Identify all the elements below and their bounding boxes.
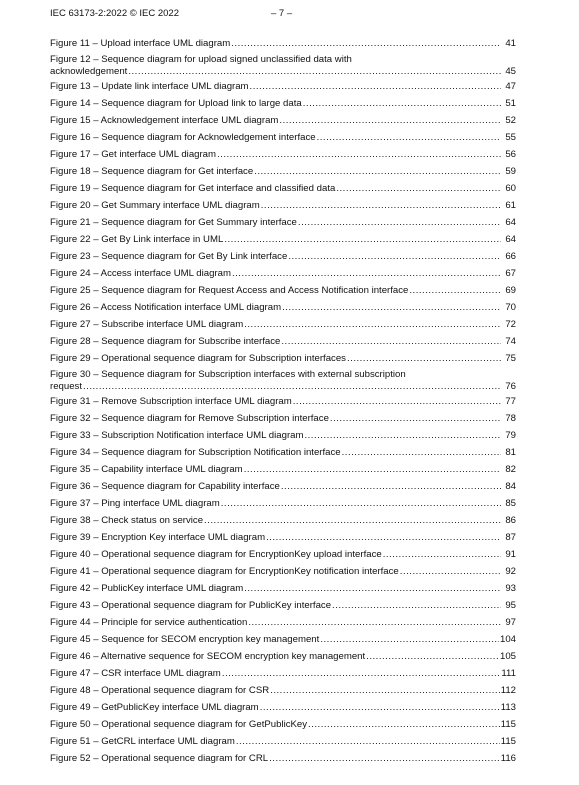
toc-entry[interactable]	[50, 461, 516, 478]
dot-leader	[269, 753, 500, 765]
toc-entry-page: 52	[505, 115, 516, 126]
toc-entry[interactable]	[50, 597, 516, 614]
toc-entry-page: 82	[505, 464, 516, 475]
toc-entry-title: Figure 22 – Get By Link interface in UML	[50, 234, 224, 245]
toc-entry[interactable]	[50, 750, 516, 767]
dot-leader	[260, 702, 500, 714]
toc-entry-title: Figure 44 – Principle for service authentication	[50, 617, 248, 628]
toc-entry-title: Figure 47 – CSR interface UML diagram	[50, 668, 221, 679]
dot-leader	[204, 515, 501, 527]
toc-entry-page: 115	[500, 736, 516, 747]
toc-entry-page: 70	[505, 302, 516, 313]
toc-entry[interactable]	[50, 529, 516, 546]
toc-entry[interactable]	[50, 367, 516, 393]
toc-entry-page: 47	[505, 81, 516, 92]
dot-leader	[282, 302, 501, 314]
page-header	[50, 8, 293, 19]
dot-leader	[231, 38, 501, 50]
toc-entry[interactable]	[50, 129, 516, 146]
toc-entry-page: 112	[500, 685, 516, 696]
dot-leader	[383, 549, 501, 561]
toc-entry-page: 77	[505, 396, 516, 407]
toc-entry-page: 75	[505, 353, 516, 364]
toc-entry-page: 78	[505, 413, 516, 424]
toc-entry-title: Figure 18 – Sequence diagram for Get interface	[50, 166, 254, 177]
toc-entry[interactable]	[50, 197, 516, 214]
toc-entry-page: 55	[505, 132, 516, 143]
toc-entry-title-continued: request	[50, 381, 82, 392]
toc-entry[interactable]	[50, 648, 516, 665]
dot-leader	[279, 115, 501, 127]
toc-entry-page: 59	[505, 166, 516, 177]
toc-entry-page: 86	[505, 515, 516, 526]
toc-entry-title: Figure 39 – Encryption Key interface UML diagram	[50, 532, 266, 543]
toc-entry-title: Figure 12 – Sequence diagram for upload signed unclassified data with	[50, 54, 352, 65]
toc-entry-title: Figure 45 – Sequence for SECOM encryption key management	[50, 634, 320, 645]
dot-leader	[83, 381, 501, 393]
dot-leader	[330, 413, 501, 425]
toc-entry[interactable]	[50, 478, 516, 495]
dot-leader	[224, 234, 501, 246]
toc-entry-title: Figure 24 – Access interface UML diagram	[50, 268, 231, 279]
dot-leader	[347, 353, 501, 365]
toc-entry[interactable]	[50, 231, 516, 248]
toc-entry-page: 79	[505, 430, 516, 441]
dot-leader	[250, 81, 501, 93]
toc-entry-page: 105	[499, 651, 516, 662]
toc-entry-page: 69	[505, 285, 516, 296]
toc-entry-page: 85	[505, 498, 516, 509]
toc-entry-title: Figure 13 – Update link interface UML diagram	[50, 81, 249, 92]
toc-entry-title-continued: acknowledgement	[50, 66, 128, 77]
toc-entry-title: Figure 35 – Capability interface UML diagram	[50, 464, 243, 475]
toc-entry-page: 74	[505, 336, 516, 347]
toc-entry-title: Figure 26 – Access Notification interface UML diagram	[50, 302, 282, 313]
toc-entry-title: Figure 38 – Check status on service	[50, 515, 204, 526]
toc-entry[interactable]	[50, 631, 516, 648]
dot-leader	[244, 464, 501, 476]
toc-entry[interactable]	[50, 180, 516, 197]
dot-leader	[303, 98, 501, 110]
toc-entry-title: Figure 51 – GetCRL interface UML diagram	[50, 736, 235, 747]
toc-entry-page: 51	[505, 98, 516, 109]
toc-entry[interactable]	[50, 393, 516, 410]
toc-entry-title: Figure 29 – Operational sequence diagram for Subscription interfaces	[50, 353, 346, 364]
toc-entry-page: 60	[505, 183, 516, 194]
toc-entry-page: 113	[500, 702, 516, 713]
dot-leader	[336, 183, 501, 195]
toc-entry-title: Figure 36 – Sequence diagram for Capability interface	[50, 481, 280, 492]
toc-entry-title: Figure 31 – Remove Subscription interface UML diagram	[50, 396, 292, 407]
toc-entry-page: 67	[505, 268, 516, 279]
toc-entry-title: Figure 48 – Operational sequence diagram for CSR	[50, 685, 270, 696]
toc-entry[interactable]	[50, 282, 516, 299]
toc-entry-title: Figure 20 – Get Summary interface UML diagram	[50, 200, 260, 211]
toc-entry[interactable]	[50, 163, 516, 180]
toc-entry-page: 97	[505, 617, 516, 628]
dot-leader	[217, 149, 501, 161]
toc-entry-title: Figure 15 – Acknowledgement interface UML diagram	[50, 115, 279, 126]
toc-entry[interactable]	[50, 580, 516, 597]
toc-entry[interactable]	[50, 350, 516, 367]
toc-entry[interactable]	[50, 546, 516, 563]
toc-entry-title: Figure 37 – Ping interface UML diagram	[50, 498, 220, 509]
toc-entry[interactable]	[50, 512, 516, 529]
toc-entry-title: Figure 11 – Upload interface UML diagram	[50, 38, 231, 49]
toc-entry-title: Figure 32 – Sequence diagram for Remove Subscription interface	[50, 413, 329, 424]
dot-leader	[244, 319, 501, 331]
toc-entry-title: Figure 49 – GetPublicKey interface UML diagram	[50, 702, 259, 713]
toc-entry-page: 81	[505, 447, 516, 458]
toc-entry-page: 61	[505, 200, 516, 211]
toc-entry-title: Figure 42 – PublicKey interface UML diagram	[50, 583, 244, 594]
dot-leader	[366, 651, 499, 663]
toc-entry[interactable]	[50, 733, 516, 750]
toc-entry-page: 104	[499, 634, 516, 645]
toc-entry-page: 64	[505, 217, 516, 228]
toc-entry-page: 66	[505, 251, 516, 262]
dot-leader	[270, 685, 500, 697]
toc-entry-page: 41	[505, 38, 516, 49]
toc-entry-page: 93	[505, 583, 516, 594]
dot-leader	[409, 285, 501, 297]
toc-entry-page: 92	[505, 566, 516, 577]
toc-entry-page: 76	[505, 381, 516, 392]
toc-entry[interactable]	[50, 316, 516, 333]
toc-entry[interactable]	[50, 78, 516, 95]
toc-entry-title: Figure 27 – Subscribe interface UML diagram	[50, 319, 244, 330]
dot-leader	[400, 566, 501, 578]
toc-entry[interactable]	[50, 699, 516, 716]
toc-entry-title: Figure 17 – Get interface UML diagram	[50, 149, 217, 160]
dot-leader	[261, 200, 501, 212]
dot-leader	[254, 166, 501, 178]
toc-entry[interactable]	[50, 95, 516, 112]
dot-leader	[232, 268, 501, 280]
toc-entry-title: Figure 43 – Operational sequence diagram for PublicKey interface	[50, 600, 332, 611]
toc-entry-page: 72	[505, 319, 516, 330]
standard-reference: IEC 63173-2:2022 © IEC 2022	[50, 8, 180, 19]
toc-entry[interactable]	[50, 299, 516, 316]
page-number-label: – 7 –	[271, 8, 293, 19]
toc-entry-title: Figure 34 – Sequence diagram for Subscription Notification interface	[50, 447, 341, 458]
toc-entry-title: Figure 30 – Sequence diagram for Subscription interfaces with external subscription	[50, 369, 406, 380]
toc-entry-title: Figure 52 – Operational sequence diagram for CRL	[50, 753, 269, 764]
toc-entry[interactable]	[50, 495, 516, 512]
toc-entry[interactable]	[50, 410, 516, 427]
toc-entry-title: Figure 28 – Sequence diagram for Subscribe interface	[50, 336, 281, 347]
toc-entry[interactable]	[50, 682, 516, 699]
toc-entry[interactable]	[50, 444, 516, 461]
toc-entry-title: Figure 41 – Operational sequence diagram for EncryptionKey notification interface	[50, 566, 399, 577]
toc-entry-page: 45	[505, 66, 516, 77]
toc-entry[interactable]	[50, 265, 516, 282]
dot-leader	[332, 600, 501, 612]
dot-leader	[222, 668, 501, 680]
dot-leader	[244, 583, 501, 595]
dot-leader	[281, 336, 501, 348]
list-of-figures	[50, 35, 516, 767]
toc-entry-page: 91	[505, 549, 516, 560]
toc-entry[interactable]	[50, 563, 516, 580]
toc-entry-page: 115	[500, 719, 516, 730]
toc-entry-title: Figure 40 – Operational sequence diagram for EncryptionKey upload interface	[50, 549, 382, 560]
toc-entry-title: Figure 33 – Subscription Notification interface UML diagram	[50, 430, 304, 441]
toc-entry-page: 87	[505, 532, 516, 543]
dot-leader	[221, 498, 501, 510]
dot-leader	[317, 132, 501, 144]
dot-leader	[236, 736, 500, 748]
toc-entry-title: Figure 19 – Sequence diagram for Get interface and classified data	[50, 183, 336, 194]
toc-entry-title: Figure 46 – Alternative sequence for SECOM encryption key management	[50, 651, 366, 662]
dot-leader	[342, 447, 501, 459]
toc-entry-title: Figure 23 – Sequence diagram for Get By Link interface	[50, 251, 288, 262]
dot-leader	[128, 66, 501, 78]
toc-entry[interactable]	[50, 214, 516, 231]
dot-leader	[248, 617, 501, 629]
dot-leader	[320, 634, 499, 646]
toc-entry[interactable]	[50, 52, 516, 78]
toc-entry-title: Figure 50 – Operational sequence diagram for GetPublicKey	[50, 719, 308, 730]
toc-entry-title: Figure 25 – Sequence diagram for Request Access and Access Notification interface	[50, 285, 409, 296]
toc-entry[interactable]	[50, 146, 516, 163]
toc-entry[interactable]	[50, 614, 516, 631]
dot-leader	[281, 481, 501, 493]
toc-entry-page: 64	[505, 234, 516, 245]
toc-entry-page: 116	[500, 753, 516, 764]
toc-entry-title: Figure 21 – Sequence diagram for Get Summary interface	[50, 217, 297, 228]
dot-leader	[308, 719, 500, 731]
toc-entry[interactable]	[50, 333, 516, 350]
toc-entry[interactable]	[50, 716, 516, 733]
toc-entry[interactable]	[50, 112, 516, 129]
dot-leader	[298, 217, 501, 229]
toc-entry[interactable]	[50, 427, 516, 444]
dot-leader	[304, 430, 501, 442]
toc-entry-page: 111	[501, 668, 516, 679]
toc-entry-page: 95	[505, 600, 516, 611]
toc-entry-title: Figure 16 – Sequence diagram for Acknowledgement interface	[50, 132, 316, 143]
dot-leader	[288, 251, 501, 263]
dot-leader	[293, 396, 501, 408]
toc-entry-page: 56	[505, 149, 516, 160]
toc-entry-title: Figure 14 – Sequence diagram for Upload link to large data	[50, 98, 302, 109]
toc-entry[interactable]	[50, 248, 516, 265]
toc-entry-page: 84	[505, 481, 516, 492]
toc-entry[interactable]	[50, 35, 516, 52]
toc-entry[interactable]	[50, 665, 516, 682]
dot-leader	[266, 532, 501, 544]
